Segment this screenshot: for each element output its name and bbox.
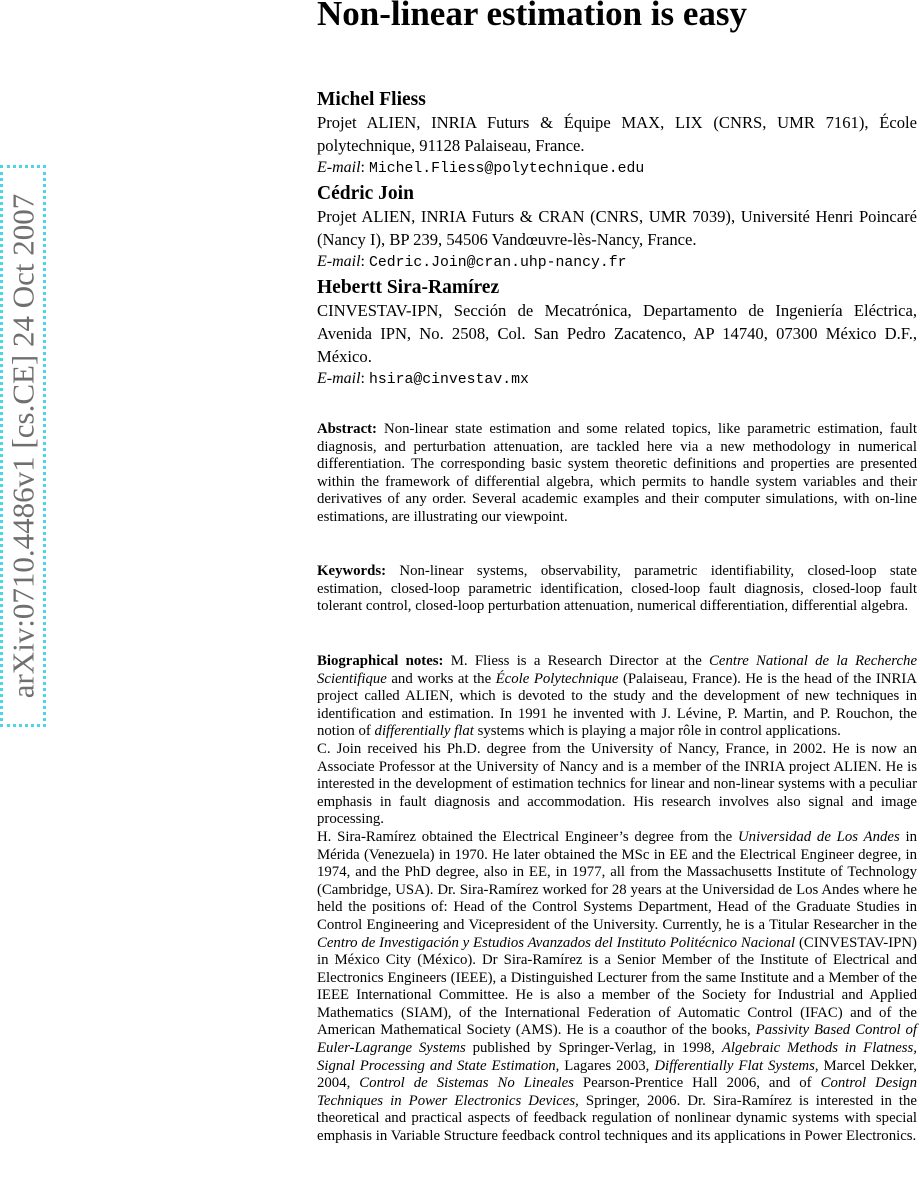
author-block-sira	[317, 277, 917, 391]
arxiv-identifier-stamp	[0, 165, 46, 727]
email-label: E-mail	[317, 370, 361, 387]
bio-italic-text: Passivity Based Control of Euler-Lagrange Systems	[317, 1022, 918, 1057]
bio-italic-text: Control de Sistemas No Lineales	[359, 1075, 574, 1092]
bio-italic-text: Centre National de la Recherche Scientifique	[317, 653, 918, 687]
bio-italic-text: Centro de Investigación y Estudios Avanzados del Instituto Politécnico Nacional	[317, 934, 796, 951]
abstract-section	[317, 421, 917, 527]
email-address[interactable]: Michel.Fliess@polytechnique.edu	[369, 161, 645, 177]
keywords-text: Non-linear systems, observability, parametric identifiability, closed-loop state estimation, closed-loop parametric identification, closed-loop fault diagnosis, closed-loop fault tolerant control, closed-loop perturbation attenuation, numerical differentiation, differential algebra.	[317, 563, 917, 615]
bio-fliess	[317, 653, 917, 741]
bio-text: , Springer, 2006. Dr. Sira-Ramírez is interested in the theoretical and practical aspects of feedback regulation of nonlinear dynamic systems with special emphasis in Variable Structure feedback control techniques and its applications in Power Electronics.	[317, 1092, 917, 1145]
bio-text: in Mérida (Venezuela) in 1970. He later obtained the MSc in EE and the Electrical Engineer degree, in 1974, and the PhD degree, also in EE, in 1977, all from the Massachusetts Institute of Technology (Cambridge, USA). Dr. Sira-Ramírez worked for 28 years at the Universidad de Los Andes where he held the positions of: Head of the Control Systems Department, Head of the Graduate Studies in Control Engineering and Vicepresident of the University. Currently, he is a Titular Researcher in the	[317, 828, 917, 933]
bio-text: M. Fliess is a Research Director at the	[450, 653, 710, 669]
bio-italic-text: Control Design Techniques in Power Electronics Devices	[317, 1075, 917, 1109]
bio-text: , Marcel Dekker, 2004,	[317, 1057, 917, 1092]
bio-italic-text: Algebraic Methods in Flatness, Signal Processing and State Estimation	[317, 1040, 917, 1074]
arxiv-identifier-text: arXiv:0710.4486v1 [cs.CE] 24 Oct 2007	[5, 193, 41, 699]
bio-text: (CINVESTAV-IPN) in México City (México). Dr Sira-Ramírez is a Senior Member of the Institute of Electrical and Electronics Engineers (IEEE), a Distinguished Lecturer from the same Institute and a Member of the IEEE International Committee. He is also a member of the Society for Industrial and Applied Mathematics (SIAM), of the International Federation of Automatic Control (IFAC) and of the American Mathematical Society (AMS). He is a coauthor of the books,	[317, 934, 917, 1039]
author-name: Hebertt Sira-Ramírez	[317, 277, 500, 298]
bio-text: systems which is playing a major rôle in control applications.	[473, 723, 841, 740]
bio-text: (Palaiseau, France). He is the head of the INRIA project called ALIEN, which is devoted to the study and the development of new techniques in identification and estimation. In 1991 he invented with J. Lévine, P. Martin, and P. Rouchon, the notion of	[317, 670, 917, 740]
email-label: E-mail	[317, 253, 361, 270]
abstract-text: Non-linear state estimation and some related topics, like parametric estimation, fault diagnosis, and perturbation attenuation, are tackled here via a new methodology in numerical differentiation. The corresponding basic system theoretic definitions and properties are presented within the framework of differential algebra, which permits to handle system variables and their derivatives of any order. Several academic examples and their computer simulations, with on-line estimations, are illustrating our viewpoint.	[317, 421, 918, 525]
bio-sira	[317, 829, 917, 1146]
paper-title: Non-linear estimation is easy	[317, 0, 748, 33]
author-name: Cédric Join	[317, 183, 414, 204]
keywords-section	[317, 563, 917, 616]
bio-italic-text: École Polytechnique	[495, 670, 619, 687]
author-block-join	[317, 183, 917, 274]
keywords-heading: Keywords:	[317, 563, 387, 579]
email-label: E-mail	[317, 159, 361, 176]
bio-italic-text: Universidad de Los Andes	[738, 828, 900, 845]
author-block-fliess	[317, 89, 917, 180]
bio-text: H. Sira-Ramírez obtained the Electrical Engineer’s degree from the	[317, 828, 738, 845]
bio-text: Pearson-Prentice Hall 2006, and of	[573, 1075, 821, 1092]
bio-italic-text: differentially flat	[374, 723, 474, 740]
author-email-line: E-mail: hsira@cinvestav.mx	[317, 370, 529, 388]
abstract-heading: Abstract:	[317, 421, 377, 437]
bio-italic-text: Differentially Flat Systems	[654, 1057, 815, 1074]
bio-join: C. Join received his Ph.D. degree from the University of Nancy, France, in 2002. He is now an Associate Professor at the University of Nancy and is a member of the INRIA project ALIEN. He is interested in the development of estimation technics for linear and non-linear systems with a peculiar emphasis in fault diagnosis and accommodation. His research involves also signal and image processing.	[317, 740, 917, 828]
author-affiliation: Projet ALIEN, INRIA Futurs & CRAN (CNRS, UMR 7039), Université Henri Poincaré (Nancy I), BP 239, 54506 Vandœuvre-lès-Nancy, France.	[317, 207, 917, 249]
bio-text: and works at the	[386, 670, 496, 687]
author-affiliation: Projet ALIEN, INRIA Futurs & Équipe MAX, LIX (CNRS, UMR 7161), École polytechnique, 91128 Palaiseau, France.	[317, 113, 917, 155]
email-address[interactable]: Cedric.Join@cran.uhp-nancy.fr	[369, 255, 627, 271]
biographical-notes-section	[317, 653, 917, 1146]
author-email-line: E-mail: Michel.Fliess@polytechnique.edu	[317, 159, 645, 177]
author-affiliation: CINVESTAV-IPN, Sección de Mecatrónica, Departamento de Ingeniería Eléctrica, Avenida IPN, No. 2508, Col. San Pedro Zacatenco, AP 14740, 07300 México D.F., México.	[317, 301, 917, 366]
bio-text: , Lagares 2003,	[555, 1057, 655, 1074]
bio-text: published by Springer-Verlag, in 1998,	[465, 1040, 722, 1057]
bio-heading: Biographical notes:	[317, 653, 444, 669]
email-address[interactable]: hsira@cinvestav.mx	[369, 372, 529, 388]
author-name: Michel Fliess	[317, 89, 426, 110]
author-email-line: E-mail: Cedric.Join@cran.uhp-nancy.fr	[317, 253, 627, 271]
